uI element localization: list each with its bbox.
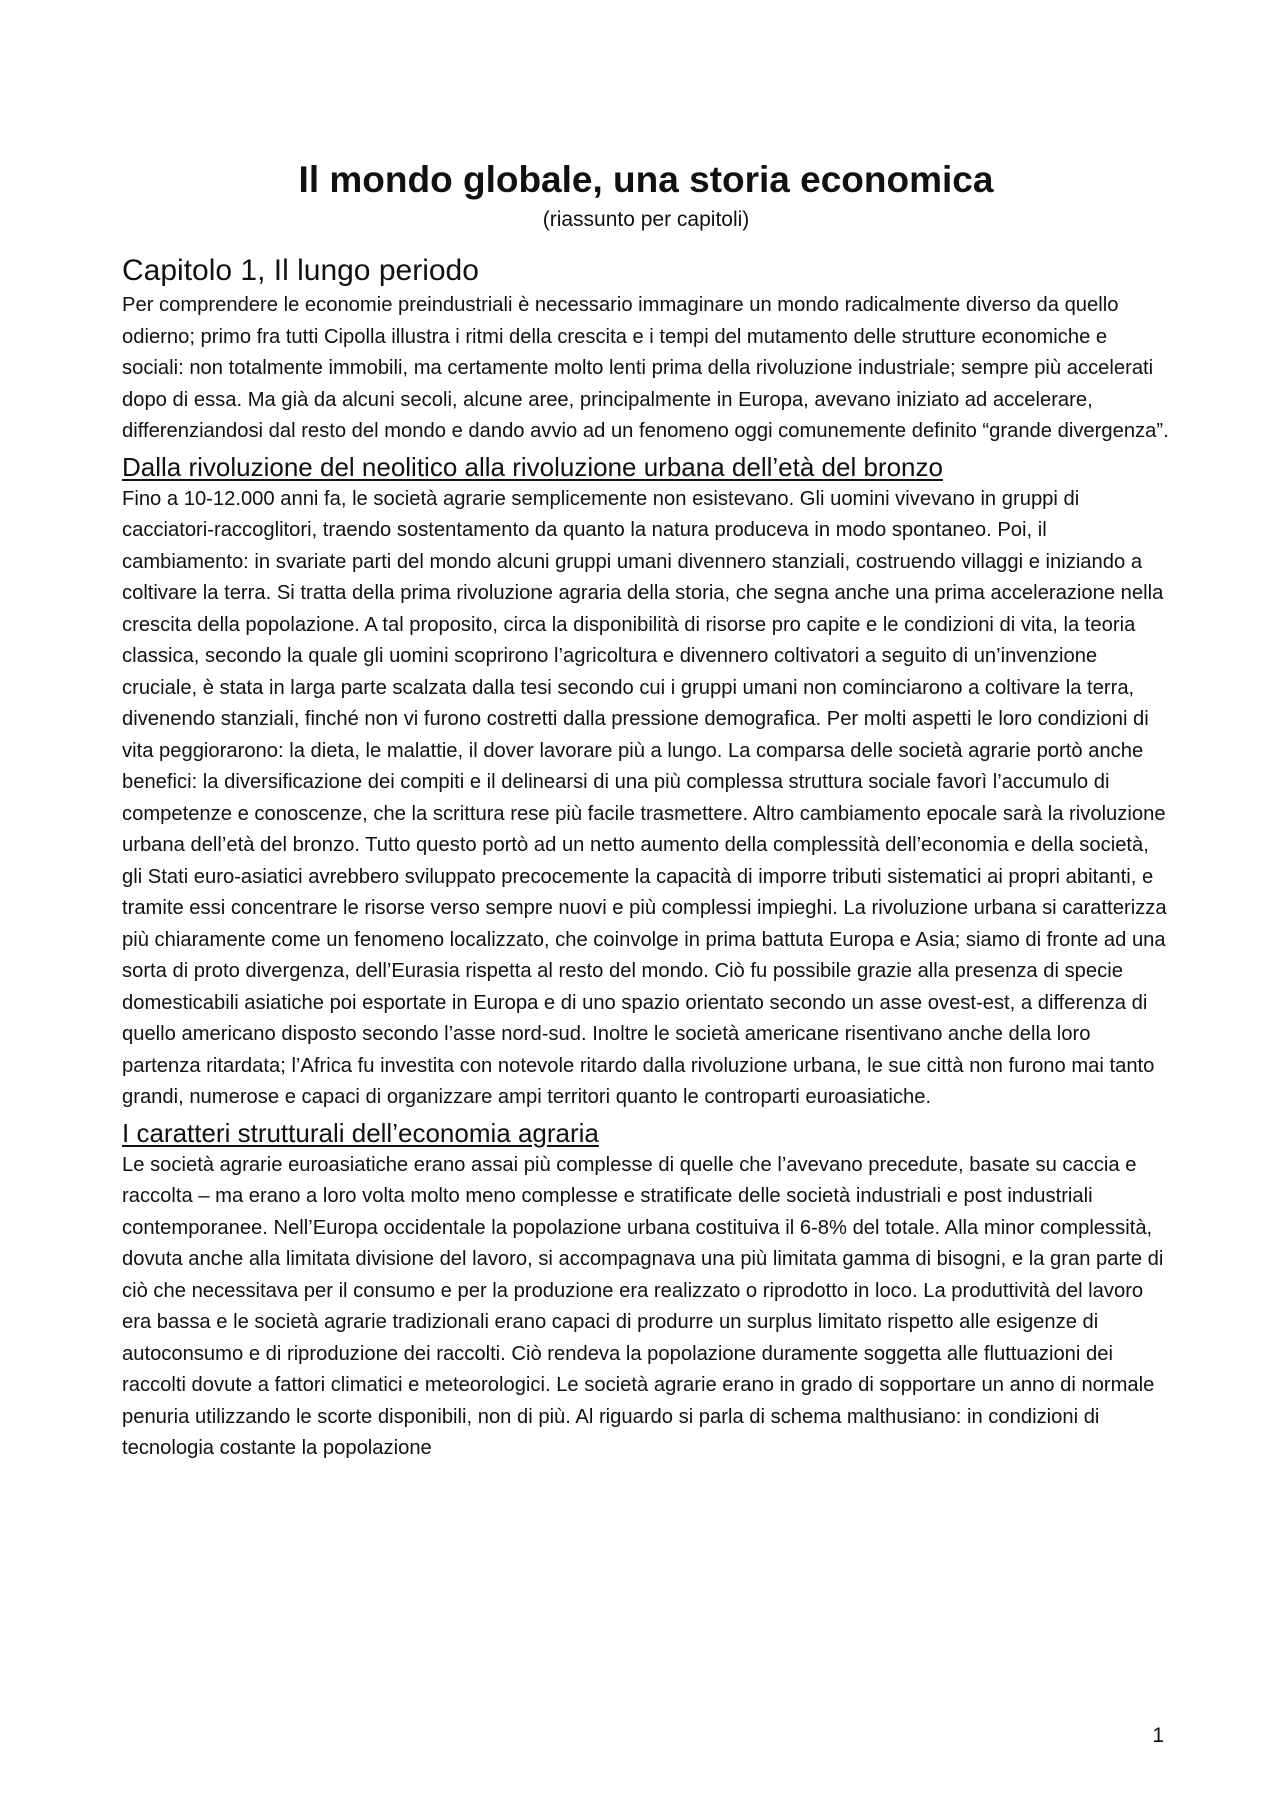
section-heading-economia-agraria: I caratteri strutturali dell’economia agraria <box>122 1117 599 1148</box>
section-paragraph-economia-agraria: Le società agrarie euroasiatiche erano assai più complesse di quelle che l’avevano precedute, basate su caccia e raccolta – ma erano a loro volta molto meno complesse e stratificate delle società industriali e post industriali contemporanee. Nell’Europa occidentale la popolazione urbana costituiva il 6-8% del totale. Alla minor complessità, dovuta anche alla limitata divisione del lavoro, si accompagnava una più limitata gamma di bisogni, e la gran parte di ciò che necessitava per il consumo e per la produzione era realizzato o riprodotto in loco. La produttività del lavoro era bassa e le società agrarie tradizionali erano capaci di produrre un surplus limitato rispetto alle esigenze di autoconsumo e di riproduzione dei raccolti. Ciò rendeva la popolazione duramente soggetta alle fluttuazioni dei raccolti dovute a fattori climatici e meteorologici. Le società agrarie erano in grado di sopportare un anno di normale penuria utilizzando le scorte disponibili, non di più. Al riguardo si parla di schema malthusiano: in condizioni di tecnologia costante la popolazione <box>122 1153 1164 1459</box>
document-title-bold: Il mondo globale <box>298 159 593 200</box>
document-title <box>122 156 1170 204</box>
chapter-intro-paragraph: Per comprendere le economie preindustriali è necessario immaginare un mondo radicalmente diverso da quello odierno; primo fra tutti Cipolla illustra i ritmi della crescita e i tempi del mutamento delle strutture economiche e sociali: non totalmente immobili, ma certamente molto lenti prima della rivoluzione industriale; sempre più accelerati dopo di essa. Ma già da alcuni secoli, alcune aree, principalmente in Europa, avevano iniziato ad accelerare, differenziandosi dal resto del mondo e dando avvio ad un fenomeno oggi comunemente definito “grande divergenza”. <box>122 294 1169 442</box>
document-title-rest: , una storia economica <box>592 159 994 200</box>
section-heading-neolitico: Dalla rivoluzione del neolitico alla rivoluzione urbana dell’età del bronzo <box>122 451 943 482</box>
chapter-heading: Capitolo 1, Il lungo periodo <box>122 254 479 287</box>
section-paragraph-neolitico: Fino a 10-12.000 anni fa, le società agrarie semplicemente non esistevano. Gli uomini vivevano in gruppi di cacciatori-raccoglitori, traendo sostentamento da quanto la natura produceva in modo spontaneo. Poi, il cambiamento: in svariate parti del mondo alcuni gruppi umani divennero stanziali, costruendo villaggi e iniziando a coltivare la terra. Si tratta della prima rivoluzione agraria della storia, che segna anche una prima accelerazione nella crescita della popolazione. A tal proposito, circa la disponibilità di risorse pro capite e le condizioni di vita, la teoria classica, secondo la quale gli uomini scoprirono l’agricoltura e divennero coltivatori a seguito di un’invenzione cruciale, è stata in larga parte scalzata dalla tesi secondo cui i gruppi umani non cominciarono a coltivare la terra, divenendo stanziali, finché non vi furono costretti dalla pressione demografica. Per molti aspetti le loro condizioni di vita peggiorarono: la dieta, le malattie, il dover lavorare più a lungo. La comparsa delle società agrarie portò anche benefici: la diversificazione dei compiti e il delinearsi di una più complessa struttura sociale favorì l’accumulo di competenze e conoscenze, che la scrittura rese più facile trasmettere. Altro cambiamento epocale sarà la rivoluzione urbana dell’età del bronzo. Tutto questo portò ad un netto aumento della complessità dell’economia e della società, gli Stati euro-asiatici avrebbero sviluppato precocemente la capacità di imporre tributi sistematici ai propri abitanti, e tramite essi concentrare le risorse verso sempre nuovi e più complessi impieghi. La rivoluzione urbana si caratterizza più chiaramente come un fenomeno localizzato, che coinvolge in prima battuta Europa e Asia; siamo di fronte ad una sorta di proto divergenza, dell’Eurasia rispetta al resto del mondo. Ciò fu possibile grazie alla presenza di specie domesticabili asiatiche poi esportate in Europa e di uno spazio orientato secondo un asse ovest-est, a differenza di quello americano disposto secondo l’asse nord-sud. Inoltre le società americane risentivano anche della loro partenza ritardata; l’Africa fu investita con notevole ritardo dalla rivoluzione urbana, le sue città non furono mai tanto grandi, numerose e capaci di organizzare ampi territori quanto le controparti euroasiatiche. <box>122 487 1167 1108</box>
page-content <box>122 156 1170 1467</box>
page-number: 1 <box>1152 1724 1164 1747</box>
document-subtitle: (riassunto per capitoli) <box>542 208 750 231</box>
